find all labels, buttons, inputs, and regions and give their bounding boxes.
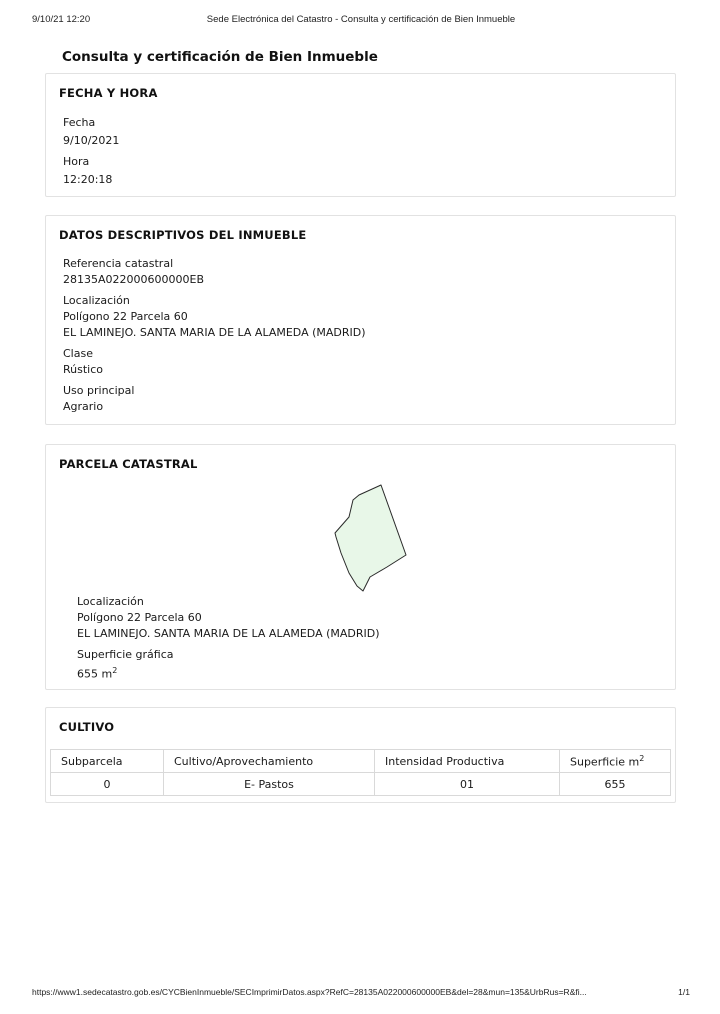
print-header: [32, 14, 690, 28]
col-header-subparcela: Subparcela: [51, 750, 164, 773]
cell-cultivo: E- Pastos: [164, 773, 375, 796]
parcel-map: [311, 481, 421, 599]
parcela-localizacion-line2: EL LAMINEJO. SANTA MARIA DE LA ALAMEDA (MADRID): [77, 627, 380, 640]
localizacion-field: [63, 293, 366, 341]
cell-superficie: 655: [560, 773, 671, 796]
superficie-field: [77, 647, 174, 683]
uso-label: Uso principal: [63, 384, 135, 397]
localizacion-label: Localización: [63, 294, 130, 307]
cultivo-table: [50, 749, 671, 796]
parcel-polygon: [335, 485, 406, 591]
print-title: Sede Electrónica del Catastro - Consulta y certificación de Bien Inmueble: [206, 14, 516, 25]
cultivo-heading: CULTIVO: [59, 720, 115, 734]
referencia-label: Referencia catastral: [63, 257, 174, 270]
print-footer: [32, 987, 690, 1001]
fecha-field: [63, 115, 119, 149]
localizacion-line2: EL LAMINEJO. SANTA MARIA DE LA ALAMEDA (MADRID): [63, 326, 366, 339]
superficie-label: Superficie gráfica: [77, 648, 174, 661]
uso-field: [63, 383, 134, 415]
clase-field: [63, 346, 103, 378]
fecha-value: 9/10/2021: [63, 134, 120, 147]
print-url: https://www1.sedecatastro.gob.es/CYCBienInmueble/SECImprimirDatos.aspx?RefC=28135A022000600000EB&del=28&mun=135&UrbRus=R&fi...: [32, 987, 587, 997]
col-header-superficie: [560, 750, 671, 773]
superficie-value: 655: [77, 667, 98, 681]
parcela-localizacion-line1: Polígono 22 Parcela 60: [77, 611, 202, 624]
parcela-localizacion-label: Localización: [77, 595, 144, 608]
fecha-label: Fecha: [63, 116, 96, 129]
parcela-heading: PARCELA CATASTRAL: [59, 457, 198, 471]
superficie-value-line: [77, 663, 174, 683]
table-row: [51, 773, 671, 796]
col-header-intensidad: Intensidad Productiva: [375, 750, 560, 773]
page-title: Consulta y certificación de Bien Inmueble: [62, 49, 378, 65]
hora-field: [63, 154, 112, 188]
uso-value: Agrario: [63, 400, 104, 413]
cell-intensidad: 01: [375, 773, 560, 796]
col-header-superficie-exp: 2: [639, 753, 645, 763]
fecha-hora-card: [45, 73, 676, 197]
referencia-field: [63, 256, 204, 288]
clase-label: Clase: [63, 347, 93, 360]
referencia-value: 28135A022000600000EB: [63, 273, 204, 286]
cell-subparcela: 0: [51, 773, 164, 796]
parcela-localizacion-field: [77, 594, 380, 642]
col-header-cultivo: Cultivo/Aprovechamiento: [164, 750, 375, 773]
print-datetime: 9/10/21 12:20: [32, 14, 91, 25]
cultivo-card: [45, 707, 676, 803]
col-header-superficie-text: Superficie m: [570, 755, 640, 769]
parcela-catastral-card: [45, 444, 676, 690]
hora-label: Hora: [63, 155, 90, 168]
superficie-unit: m: [101, 667, 113, 681]
hora-value: 12:20:18: [63, 173, 113, 186]
datos-heading: DATOS DESCRIPTIVOS DEL INMUEBLE: [59, 228, 307, 242]
clase-value: Rústico: [63, 363, 103, 376]
superficie-unit-exp: 2: [112, 666, 118, 675]
table-header-row: [51, 750, 671, 773]
datos-descriptivos-card: [45, 215, 676, 425]
localizacion-line1: Polígono 22 Parcela 60: [63, 310, 188, 323]
fecha-hora-heading: FECHA Y HORA: [59, 86, 158, 100]
print-page-number: 1/1: [678, 987, 690, 997]
